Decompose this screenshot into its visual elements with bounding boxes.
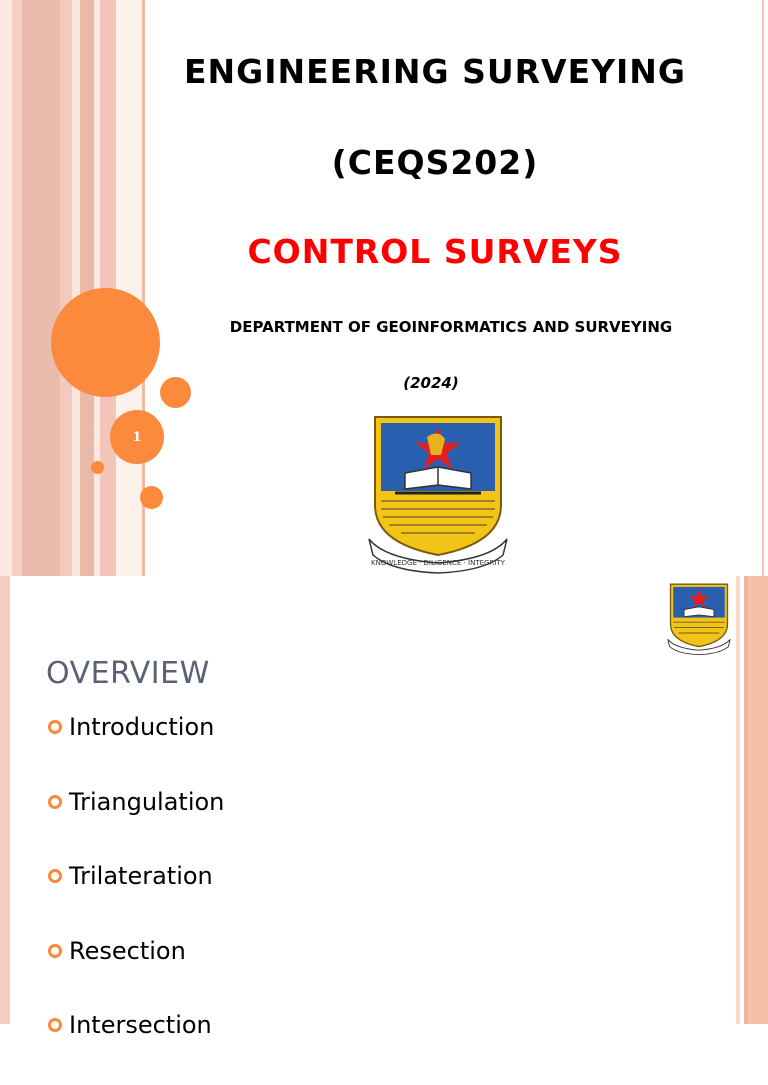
university-crest-icon (666, 576, 732, 662)
overview-list (46, 712, 224, 1085)
year: (2024) (403, 374, 459, 392)
decorative-stripes (0, 0, 150, 576)
course-code: (CEQS202) (331, 143, 539, 182)
overview-slide (0, 576, 768, 1039)
decorative-circle-small (91, 461, 104, 474)
right-border-line (762, 0, 764, 576)
decorative-circle (140, 486, 163, 509)
list-item-label: Trilateration (69, 862, 213, 890)
list-item (46, 712, 224, 787)
slide-subtitle: CONTROL SURVEYS (247, 232, 623, 271)
left-border-stripe (0, 576, 10, 1024)
list-item-label: Introduction (69, 713, 215, 741)
list-item (46, 936, 224, 1011)
department-name: DEPARTMENT OF GEOINFORMATICS AND SURVEYING (229, 318, 673, 336)
slide-heading: OVERVIEW (46, 656, 210, 691)
list-item-label: Resection (69, 936, 186, 965)
page-number: 1 (132, 429, 142, 445)
list-item (46, 787, 224, 862)
list-item (46, 1010, 224, 1085)
ring-bullet-icon (48, 869, 62, 883)
decorative-circle-large (51, 288, 160, 397)
list-item-label: Triangulation (69, 787, 225, 816)
slide-title: ENGINEERING SURVEYING (183, 52, 687, 91)
ring-bullet-icon (48, 1018, 62, 1032)
list-item (46, 861, 224, 936)
page-number-badge (110, 410, 164, 464)
ring-bullet-icon (48, 944, 62, 958)
crest-motto: KNOWLEDGE · DILIGENCE · INTEGRITY (371, 559, 505, 567)
list-item-label: Intersection (69, 1011, 212, 1039)
right-stripe (748, 576, 768, 1024)
ring-bullet-icon (48, 795, 62, 809)
university-crest-icon (365, 413, 511, 575)
ring-bullet-icon (48, 720, 62, 734)
